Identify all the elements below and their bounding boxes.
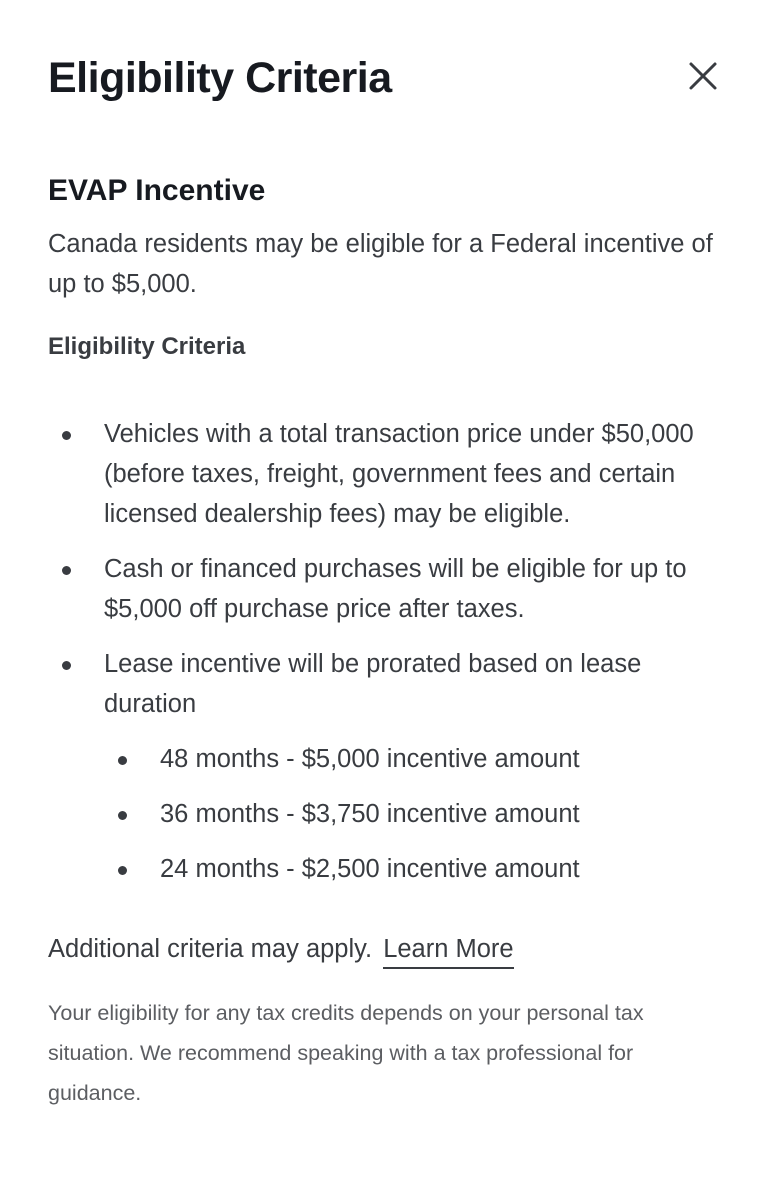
- lease-tier-text: 36 months - $3,750 incentive amount: [160, 800, 580, 828]
- criteria-item-price: [48, 414, 728, 534]
- criteria-list: [48, 414, 728, 889]
- modal-content: [48, 170, 728, 1113]
- lease-tier-36: [104, 794, 728, 834]
- criteria-heading: Eligibility Criteria: [48, 333, 246, 360]
- bullet-icon: [118, 866, 127, 875]
- criteria-item-text: Cash or financed purchases will be eligible for up to $5,000 off purchase price after taxes.: [104, 555, 687, 623]
- tax-disclaimer: Your eligibility for any tax credits depends on your personal tax situation. We recommend speaking with a tax professional for guidance.: [48, 1001, 644, 1105]
- bullet-icon: [118, 756, 127, 765]
- criteria-item-lease: [48, 644, 728, 889]
- lease-tier-48: [104, 739, 728, 779]
- bullet-icon: [118, 811, 127, 820]
- close-button[interactable]: [683, 56, 723, 96]
- bullet-icon: [62, 661, 71, 670]
- lease-tier-text: 24 months - $2,500 incentive amount: [160, 855, 580, 883]
- additional-criteria-text: Additional criteria may apply.: [48, 935, 373, 963]
- bullet-icon: [62, 431, 71, 440]
- additional-criteria: [48, 929, 728, 969]
- criteria-item-purchase: [48, 549, 728, 629]
- lease-tier-list: [104, 739, 728, 889]
- incentive-title: EVAP Incentive: [48, 174, 266, 207]
- close-icon: [683, 56, 723, 96]
- incentive-intro: Canada residents may be eligible for a Federal incentive of up to $5,000.: [48, 230, 713, 298]
- criteria-item-text: Lease incentive will be prorated based on lease duration: [104, 650, 642, 718]
- criteria-item-text: Vehicles with a total transaction price under $50,000 (before taxes, freight, government fees and certain licensed dealership fees) may be eligible.: [104, 420, 694, 528]
- learn-more-link[interactable]: Learn More: [383, 935, 513, 969]
- lease-tier-24: [104, 849, 728, 889]
- modal-title: Eligibility Criteria: [48, 54, 392, 102]
- lease-tier-text: 48 months - $5,000 incentive amount: [160, 745, 580, 773]
- bullet-icon: [62, 566, 71, 575]
